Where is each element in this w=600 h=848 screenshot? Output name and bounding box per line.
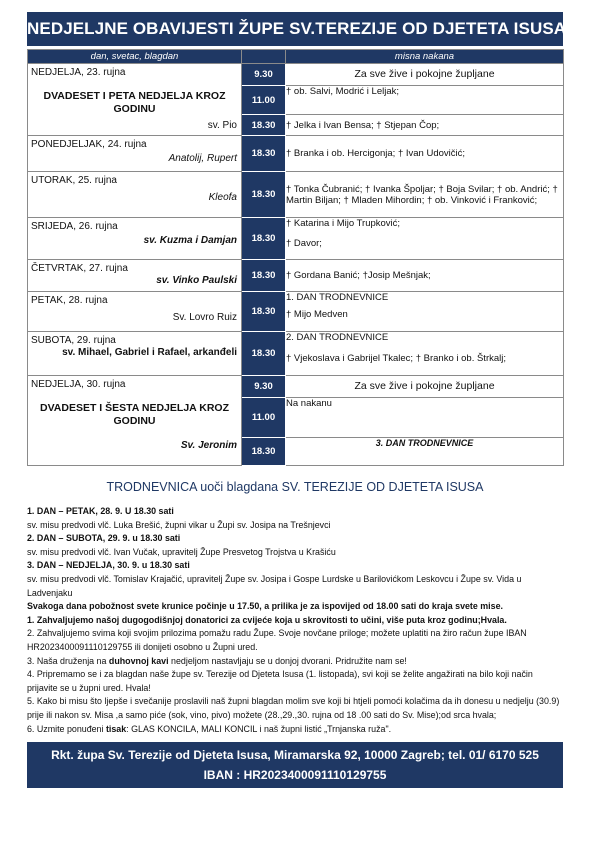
rosary-confession-note: Svakoga dana pobožnost svete krunice počinje u 17.50, a prilika je za ispovijed od 18.00 sati do kraja svete mise. [27, 601, 503, 612]
header-day-column: dan, svetac, blagdan [28, 50, 242, 64]
announcement-5: 5. Kako bi misu što ljepše i svečanije proslavili naš župni blagdan molim sve koji bi htjeli pomoći kolačima da ih donesu u nedjelju (30.9) prije ili nakon sv. Misa ,a samo piće (sok, vino, pivo) možete (28.,29.,30. rujna od 18 .00 sati do Sv. Mise);od srca hvala; [27, 696, 560, 720]
announcement-6-text: 6. Uzmite ponuđeni [27, 723, 106, 734]
bulletin-page [27, 12, 567, 788]
triduum-title: TRODNEVNICA uoči blagdana SV. TEREZIJE OD DJETETA ISUSA [106, 480, 484, 494]
mass-intention: † Mijo Medven [286, 309, 348, 320]
mass-time: 18.30 [242, 332, 286, 376]
table-row [28, 218, 564, 260]
triduum-day-3: 3. DAN – NEDJELJA, 30. 9. u 18.30 sati [27, 560, 190, 571]
schedule-table [27, 49, 564, 466]
saint-name: Sv. Jeronim [180, 440, 237, 451]
mass-intention: Za sve žive i pokojne župljane [286, 64, 564, 86]
mass-time: 18.30 [242, 136, 286, 172]
mass-intention: † ob. Salvi, Modrić i Leljak; [286, 86, 564, 115]
day-cell [28, 136, 242, 172]
table-row [28, 332, 564, 376]
table-row [28, 64, 564, 86]
day-name: UTORAK, 25. rujna [31, 175, 117, 186]
day-cell [28, 292, 242, 332]
mass-intention: Na nakanu [286, 398, 564, 438]
schedule-header-row [28, 50, 564, 64]
mass-time: 18.30 [242, 260, 286, 292]
mass-time: 9.30 [242, 64, 286, 86]
mass-intention: † Tonka Čubranić; † Ivanka Špoljar; † Boja Svilar; † ob. Andrić; † Martin Biljan; † Mladen Mihordin; † ob. Vinković i Franković; [286, 172, 564, 218]
day-name: PETAK, 28. rujna [31, 295, 108, 306]
mass-intention: † Vjekoslava i Gabrijel Tkalec; † Branko i ob. Štrkalj; [286, 353, 507, 364]
day-cell [28, 218, 242, 260]
announcement-2: 2. Zahvaljujemo svima koji svojim prilozima pomažu radu Župe. Svoje novčane priloge; možete uplatiti na žiro račun župe IBAN HR2023400091110129755 ili donijeti osobno u Župni ured. [27, 628, 527, 652]
mass-intention: † Branka i ob. Hercigonja; † Ivan Udovičić; [286, 136, 564, 172]
mass-intention: † Gordana Banić; †Josip Mešnjak; [286, 260, 564, 292]
table-row [28, 292, 564, 332]
day-name: NEDJELJA, 23. rujna [31, 67, 126, 78]
day-name: PONEDJELJAK, 24. rujna [31, 139, 147, 150]
triduum-day-1-celebrant: sv. misu predvodi vlč. Luka Brešić, župni vikar u Župi sv. Josipa na Trešnjevci [27, 519, 331, 530]
announcement-1: 1. Zahvaljujemo našoj dugogodišnjoj donatorici za cvijeće koja u skrovitosti to učini, više puta kroz godinu;Hvala. [27, 614, 507, 625]
triduum-day-3-celebrant: sv. misu predvodi vlč. Tomislav Krajačić, upravitelj Župe sv. Josipa i Gospe Lurdske u Barilovićkom Leskovcu i Župe sv. Vida u Ladvenjaku [27, 573, 522, 598]
day-cell [28, 332, 242, 376]
sunday-title: DVADESET I PETA NEDJELJA KROZ GODINU [43, 90, 226, 115]
sunday-title: DVADESET I ŠESTA NEDJELJA KROZ GODINU [39, 402, 230, 427]
announcement-6-bold: tisak [105, 723, 127, 734]
mass-time: 11.00 [242, 398, 286, 438]
saint-name: sv. Pio [207, 120, 237, 131]
mass-intention-cell [286, 292, 564, 332]
saint-name: Sv. Lovro Ruiz [172, 312, 237, 323]
parish-iban: IBAN : HR2023400091110129755 [203, 768, 387, 783]
page-title: NEDJELJNE OBAVIJESTI ŽUPE SV.TEREZIJE OD DJETETA ISUSA [27, 12, 563, 46]
mass-time: 9.30 [242, 376, 286, 398]
announcement-3-end: nedjeljom nastavljaju se u donjoj dvorani. Pridružite nam se! [168, 655, 407, 666]
day-name: ČETVRTAK, 27. rujna [31, 263, 128, 274]
mass-time: 11.00 [242, 86, 286, 115]
saint-name: sv. Kuzma i Damjan [143, 235, 237, 246]
mass-time: 18.30 [242, 292, 286, 332]
announcement-3-text: 3. Naša druženja na [27, 655, 109, 666]
mass-time: 18.30 [242, 438, 286, 466]
saint-name: Kleofa [208, 192, 237, 203]
triduum-day-2-celebrant: sv. misu predvodi vlč. Ivan Vučak, upravitelj Župe Presvetog Trojstva u Krašiću [27, 546, 336, 557]
mass-intention: Za sve žive i pokojne župljane [286, 376, 564, 398]
mass-intention: † Davor; [286, 238, 322, 249]
mass-intention: † Katarina i Mijo Trupković; [286, 218, 401, 229]
day-cell [28, 172, 242, 218]
day-cell [28, 376, 242, 466]
table-row [28, 172, 564, 218]
announcements [27, 505, 563, 736]
header-intention-column: misna nakana [286, 50, 564, 64]
mass-time: 18.30 [242, 115, 286, 136]
saint-name: sv. Vinko Paulski [156, 275, 237, 286]
mass-intention-cell [286, 332, 564, 376]
triduum-day-1: 1. DAN – PETAK, 28. 9. U 18.30 sati [27, 506, 174, 516]
parish-footer [27, 742, 563, 788]
triduum-note: 3. DAN TRODNEVNICE [286, 438, 564, 466]
day-cell [28, 64, 242, 136]
announcement-3-bold: duhovnoj kavi [108, 655, 169, 666]
triduum-note: 2. DAN TRODNEVNICE [286, 332, 389, 343]
saint-name: sv. Mihael, Gabriel i Rafael, arkanđeli [62, 347, 237, 358]
day-name: NEDJELJA, 30. rujna [31, 379, 126, 390]
mass-intention-cell [286, 218, 564, 260]
announcement-6-end: : GLAS KONCILA, MALI KONCIL i naš župni listić „Trnjanska ruža". [126, 723, 392, 734]
mass-time: 18.30 [242, 172, 286, 218]
parish-address: Rkt. župa Sv. Terezije od Djeteta Isusa, Miramarska 92, 10000 Zagreb; tel. 01/ 6170 525 [51, 748, 539, 763]
table-row [28, 136, 564, 172]
day-name: SRIJEDA, 26. rujna [31, 221, 118, 232]
announcement-4: 4. Pripremamo se i za blagdan naše župe sv. Terezije od Djeteta Isusa (1. listopada), svi koji se želite angažirati na bilo koji način prijavite se u župni ured. Hvala! [27, 669, 533, 693]
mass-time: 18.30 [242, 218, 286, 260]
triduum-note: 1. DAN TRODNEVNICE [286, 292, 389, 303]
table-row [28, 376, 564, 398]
day-cell [28, 260, 242, 292]
announcement-3 [27, 655, 563, 669]
mass-intention: † Jelka i Ivan Bensa; † Stjepan Čop; [286, 115, 564, 136]
triduum-day-2: 2. DAN – SUBOTA, 29. 9. u 18.30 sati [27, 533, 181, 544]
header-time-column [242, 50, 286, 64]
saint-name: Anatolij, Rupert [168, 153, 237, 164]
table-row [28, 260, 564, 292]
announcement-6 [27, 723, 563, 737]
day-name: SUBOTA, 29. rujna [31, 335, 116, 346]
